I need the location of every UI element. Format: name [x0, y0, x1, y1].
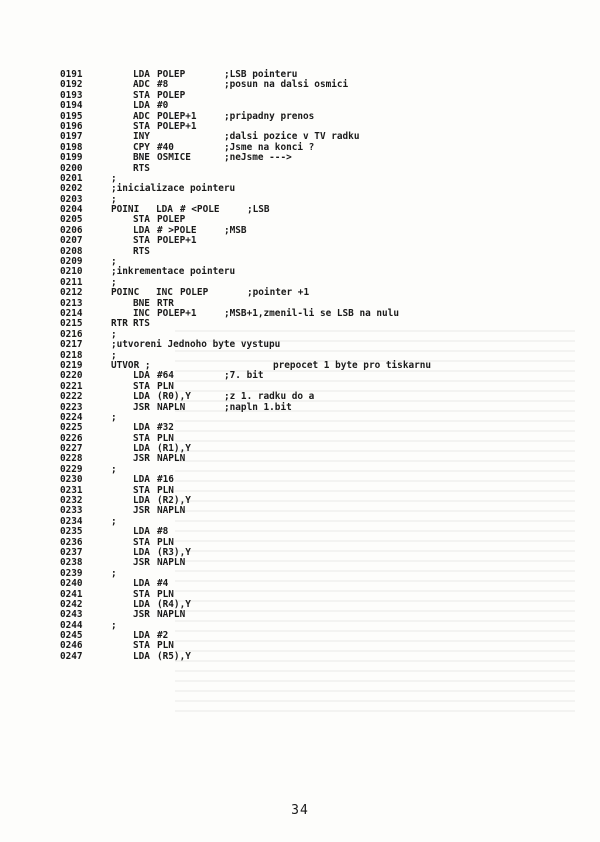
code-opcode: LDA	[133, 546, 150, 558]
code-operand: (R0),Y	[157, 391, 191, 403]
line-number: 0239	[60, 567, 83, 579]
line-number: 0224	[60, 411, 83, 423]
line-number: 0230	[60, 474, 83, 486]
code-opcode: JSR	[133, 609, 150, 621]
line-number: 0238	[60, 557, 83, 569]
line-number: 0233	[60, 505, 83, 517]
code-opcode: STA	[133, 588, 150, 600]
code-opcode: LDA	[133, 370, 150, 382]
code-opcode: LDA	[156, 204, 173, 216]
code-opcode: STA	[133, 380, 150, 392]
code-label: POINC	[111, 287, 140, 299]
line-number: 0227	[60, 443, 83, 455]
code-label: ;	[111, 515, 117, 527]
code-operand: POLEP+1	[157, 120, 197, 132]
line-number: 0200	[60, 162, 83, 174]
code-operand: POLEP+1	[157, 110, 197, 122]
page-number: 34	[291, 803, 309, 818]
line-number: 0226	[60, 432, 83, 444]
line-number: 0191	[60, 69, 83, 80]
code-operand: NAPLN	[157, 401, 186, 413]
line-number: 0192	[60, 79, 83, 91]
code-operand: PLN	[157, 588, 174, 600]
code-line	[60, 579, 580, 589]
line-number: 0225	[60, 422, 83, 434]
code-line	[60, 454, 580, 464]
line-number: 0223	[60, 401, 83, 413]
code-opcode: STA	[133, 235, 150, 247]
code-operand: #8	[157, 526, 169, 538]
code-line	[60, 558, 580, 568]
code-comment: ;posun na dalsi osmici	[224, 79, 349, 91]
code-operand: PLN	[157, 432, 174, 444]
code-opcode: CPY	[133, 141, 150, 153]
code-comment: ;z 1. radku do a	[224, 391, 315, 403]
code-line	[60, 153, 580, 163]
code-operand: #64	[157, 370, 174, 382]
code-line	[60, 164, 580, 174]
code-opcode: STA	[133, 89, 150, 101]
code-operand: POLEP+1	[157, 235, 197, 247]
code-line	[60, 506, 580, 516]
line-number: 0203	[60, 193, 83, 205]
code-comment: ;pointer +1	[247, 287, 310, 299]
line-number: 0247	[60, 650, 83, 662]
line-number: 0231	[60, 484, 83, 496]
code-operand: NAPLN	[157, 453, 186, 465]
code-operand: PLN	[157, 640, 174, 652]
line-number: 0210	[60, 266, 83, 278]
code-operand: PLN	[157, 536, 174, 548]
code-line	[60, 184, 580, 194]
code-operand: POLEP	[157, 89, 186, 101]
code-opcode: STA	[133, 640, 150, 652]
code-operand: OSMICE	[157, 152, 191, 164]
line-number: 0236	[60, 536, 83, 548]
code-operand: POLEP	[157, 69, 186, 80]
code-operand: NAPLN	[157, 557, 186, 569]
code-opcode: LDA	[133, 224, 150, 236]
line-number: 0222	[60, 391, 83, 403]
line-number: 0193	[60, 89, 83, 101]
line-number: 0242	[60, 598, 83, 610]
code-line	[60, 652, 580, 662]
code-opcode: INY	[133, 131, 150, 143]
code-operand: #32	[157, 422, 174, 434]
code-operand: PLN	[157, 380, 174, 392]
line-number: 0228	[60, 453, 83, 465]
code-comment: ;7. bit	[224, 370, 264, 382]
code-opcode: STA	[133, 484, 150, 496]
code-label: POINI	[111, 204, 140, 216]
code-operand: (R4),Y	[157, 598, 191, 610]
line-number: 0246	[60, 640, 83, 652]
code-label: ;	[111, 463, 117, 475]
line-number: 0196	[60, 120, 83, 132]
code-opcode: STA	[133, 432, 150, 444]
code-comment: ;napln 1.bit	[224, 401, 292, 413]
line-number: 0213	[60, 297, 83, 309]
code-listing	[60, 70, 580, 662]
line-number: 0204	[60, 204, 83, 216]
code-opcode: RTS	[133, 245, 150, 257]
code-operand: # <POLE	[180, 204, 220, 216]
code-opcode: INC	[156, 287, 173, 299]
line-number: 0229	[60, 463, 83, 475]
line-number: 0208	[60, 245, 83, 257]
code-opcode: JSR	[133, 401, 150, 413]
code-comment: prepocet 1 byte pro tiskarnu	[273, 359, 432, 371]
line-number: 0209	[60, 256, 83, 268]
code-line	[60, 101, 580, 111]
code-label: UTVOR ;	[111, 359, 151, 371]
code-label: ;	[111, 349, 117, 361]
line-number: 0214	[60, 307, 83, 319]
code-opcode: RTS	[133, 162, 150, 174]
code-operand: POLEP+1	[157, 307, 197, 319]
code-comment: ;pripadny prenos	[224, 110, 315, 122]
code-comment: ;LSB pointeru	[224, 69, 298, 80]
code-opcode: LDA	[133, 443, 150, 455]
line-number: 0199	[60, 152, 83, 164]
line-number: 0240	[60, 578, 83, 590]
line-number: 0218	[60, 349, 83, 361]
code-opcode: STA	[133, 536, 150, 548]
code-opcode: LDA	[133, 630, 150, 642]
code-label: ;	[111, 619, 117, 631]
code-operand: (R3),Y	[157, 546, 191, 558]
line-number: 0241	[60, 588, 83, 600]
line-number: 0198	[60, 141, 83, 153]
code-label: ;utvoreni Jednoho byte vystupu	[111, 339, 281, 351]
code-label: ;	[111, 328, 117, 340]
code-operand: NAPLN	[157, 609, 186, 621]
code-comment: ;neJsme --->	[224, 152, 292, 164]
line-number: 0234	[60, 515, 83, 527]
code-opcode: LDA	[133, 495, 150, 507]
code-line	[60, 340, 580, 350]
code-line	[60, 247, 580, 257]
code-opcode: LDA	[133, 526, 150, 538]
code-opcode: BNE	[133, 152, 150, 164]
code-operand: #40	[157, 141, 174, 153]
code-opcode: LDA	[133, 100, 150, 112]
code-operand: (R1),Y	[157, 443, 191, 455]
line-number: 0216	[60, 328, 83, 340]
code-opcode: LDA	[133, 422, 150, 434]
code-opcode: JSR	[133, 505, 150, 517]
code-line	[60, 267, 580, 277]
code-comment: ;Jsme na konci ?	[224, 141, 315, 153]
code-line	[60, 319, 580, 329]
line-number: 0201	[60, 172, 83, 184]
code-opcode: LDA	[133, 391, 150, 403]
code-label: ;	[111, 567, 117, 579]
line-number: 0217	[60, 339, 83, 351]
code-opcode: ADC	[133, 79, 150, 91]
code-operand: #16	[157, 474, 174, 486]
code-label: ;inicializace pointeru	[111, 183, 236, 195]
code-label: ;	[111, 411, 117, 423]
line-number: 0206	[60, 224, 83, 236]
code-operand: (R2),Y	[157, 495, 191, 507]
code-opcode: LDA	[133, 598, 150, 610]
code-operand: RTR	[157, 297, 174, 309]
line-number: 0245	[60, 630, 83, 642]
code-opcode: INC	[133, 307, 150, 319]
line-number: 0243	[60, 609, 83, 621]
code-opcode: RTS	[133, 318, 150, 330]
code-label: ;	[111, 172, 117, 184]
line-number: 0215	[60, 318, 83, 330]
code-opcode: STA	[133, 120, 150, 132]
line-number: 0237	[60, 546, 83, 558]
line-number: 0221	[60, 380, 83, 392]
code-operand: PLN	[157, 484, 174, 496]
code-operand: POLEP	[180, 287, 209, 299]
code-comment: ;dalsi pozice v TV radku	[224, 131, 360, 143]
code-operand: (R5),Y	[157, 650, 191, 662]
code-opcode: ADC	[133, 110, 150, 122]
line-number: 0197	[60, 131, 83, 143]
code-line	[60, 610, 580, 620]
code-opcode: LDA	[133, 69, 150, 80]
code-opcode: BNE	[133, 297, 150, 309]
line-number: 0195	[60, 110, 83, 122]
line-number: 0207	[60, 235, 83, 247]
code-opcode: STA	[133, 214, 150, 226]
code-operand: #0	[157, 100, 169, 112]
line-number: 0202	[60, 183, 83, 195]
code-opcode: LDA	[133, 474, 150, 486]
code-label: ;	[111, 276, 117, 288]
line-number: 0220	[60, 370, 83, 382]
code-comment: ;MSB	[224, 224, 247, 236]
code-opcode: JSR	[133, 557, 150, 569]
code-operand: #2	[157, 630, 169, 642]
line-number: 0235	[60, 526, 83, 538]
code-operand: # >POLE	[157, 224, 197, 236]
line-number: 0232	[60, 495, 83, 507]
code-opcode: LDA	[133, 578, 150, 590]
code-label: ;	[111, 193, 117, 205]
line-number: 0212	[60, 287, 83, 299]
code-operand: #8	[157, 79, 169, 91]
code-line	[60, 392, 580, 402]
line-number: 0244	[60, 619, 83, 631]
code-label: ;	[111, 256, 117, 268]
code-label: RTR	[111, 318, 128, 330]
code-opcode: JSR	[133, 453, 150, 465]
code-comment: ;MSB+1,zmenil-li se LSB na nulu	[224, 307, 399, 319]
code-opcode: LDA	[133, 650, 150, 662]
line-number: 0219	[60, 359, 83, 371]
code-line	[60, 403, 580, 413]
code-comment: ;LSB	[247, 204, 270, 216]
line-number: 0211	[60, 276, 83, 288]
line-number: 0205	[60, 214, 83, 226]
line-number: 0194	[60, 100, 83, 112]
code-operand: #4	[157, 578, 169, 590]
code-operand: POLEP	[157, 214, 186, 226]
code-label: ;inkrementace pointeru	[111, 266, 236, 278]
code-operand: NAPLN	[157, 505, 186, 517]
